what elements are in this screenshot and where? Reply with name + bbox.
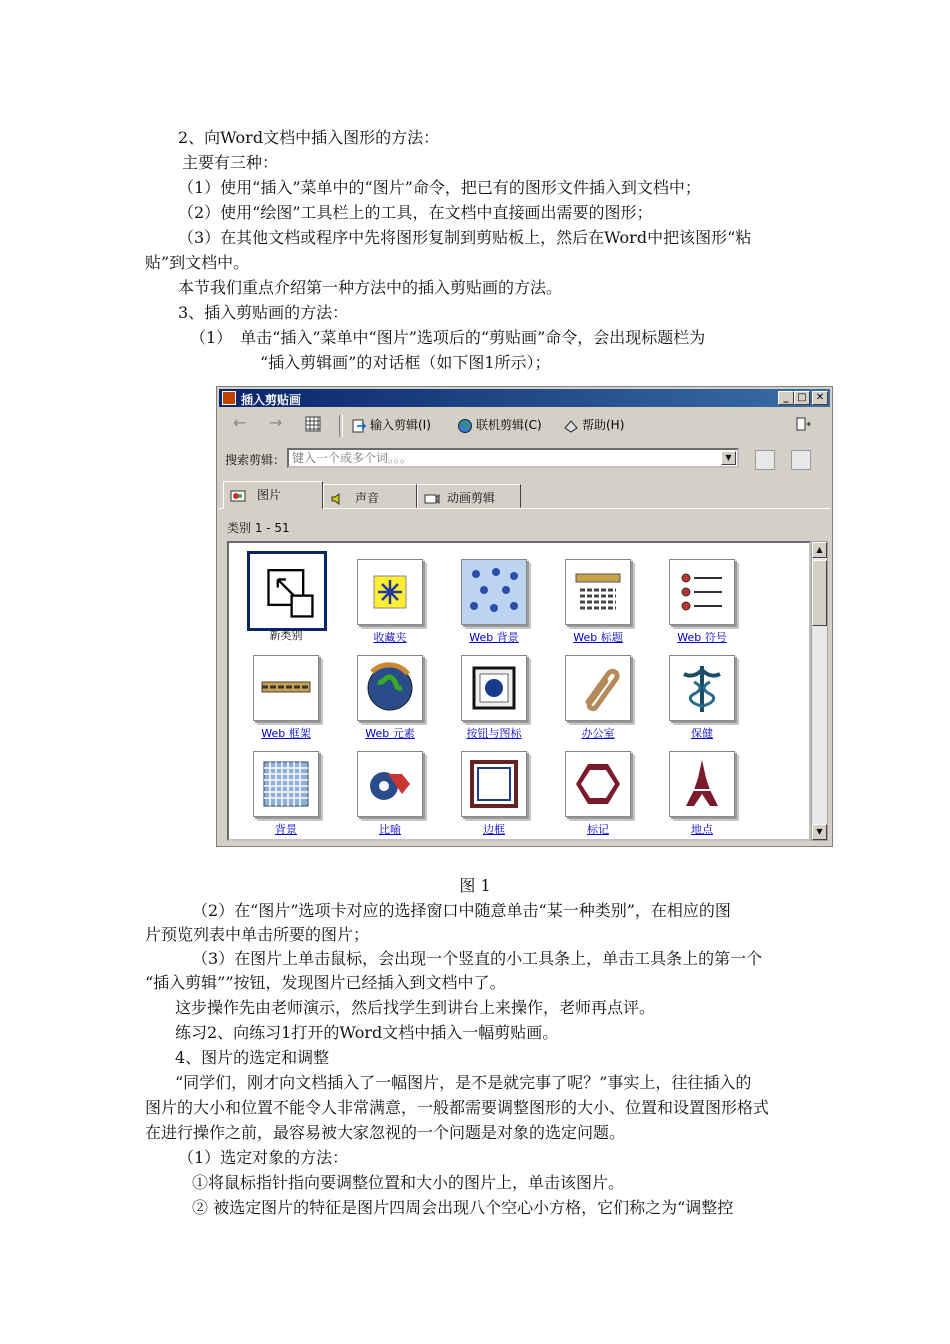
help-label: 帮助(H) [582,418,625,432]
paragraph: （1） 单击“插入”菜单中“图片”选项后的“剪贴画”命令，会出现标题栏为 [190,328,706,347]
caduceus-icon [669,655,735,721]
change-view-button[interactable] [795,416,814,432]
maximize-icon[interactable]: □ [794,391,810,405]
toolbar-separator [339,415,343,437]
clip-category[interactable] [243,551,333,643]
new-category-icon [247,551,327,631]
clip-label: 比喻 [379,823,401,836]
clip-category[interactable] [659,555,749,647]
globe-icon [457,418,473,434]
toolbar [219,411,830,439]
clip-label: Web 标题 [573,631,623,644]
film-icon [424,491,440,507]
web-bullets-icon [669,559,735,625]
scroll-down-icon[interactable]: ▼ [812,824,827,840]
dropdown-arrow-icon[interactable]: ▼ [721,451,736,465]
paragraph: 图片的大小和位置不能令人非常满意，一般都需要调整图形的大小、位置和设置图形格式 [145,1098,770,1117]
border-icon [461,751,527,817]
clip-label: 边框 [483,823,505,836]
clip-category[interactable] [451,747,541,839]
grid-view-icon [305,416,321,432]
paragraph: 这步操作先由老师演示，然后找学生到讲台上来操作，老师再点评。 [175,998,656,1017]
dialog-title: 插入剪贴画 [241,393,302,407]
clip-category[interactable] [347,555,437,647]
clip-label: 收藏夹 [373,631,407,644]
vertical-scrollbar[interactable] [811,541,828,841]
paragraph: 在进行操作之前，最容易被大家忽视的一个问题是对象的选定问题。 [145,1123,626,1142]
tab-sounds-label: 声音 [355,491,380,505]
clip-category[interactable] [555,747,645,839]
scroll-up-icon[interactable]: ▲ [812,542,827,558]
clip-category[interactable] [555,555,645,647]
clip-category[interactable] [451,651,541,743]
paragraph: （3）在其他文档或程序中先将图形复制到剪贴板上，然后在Word中把该图形“粘 [178,228,752,247]
import-icon [351,418,367,434]
search-label: 搜索剪辑： [225,453,286,467]
paragraph: 贴”到文档中。 [145,253,250,272]
metaphor-icon [357,751,423,817]
hexagon-sign-icon [565,751,631,817]
paragraph: 3、插入剪贴画的方法： [178,303,349,322]
clip-label: 新类别 [269,629,303,642]
paragraph: 主要有三种： [182,153,279,172]
import-clips-label: 输入剪辑(I) [370,418,431,432]
paragraph: ② 被选定图片的特征是图片四周会出现八个空心小方格，它们称之为“调整控 [192,1198,734,1217]
clip-category[interactable] [659,651,749,743]
paragraph: （2）在“图片”选项卡对应的选择窗口中随意单击“某一种类别”，在相应的图 [192,901,731,920]
search-box [287,448,739,468]
clip-category[interactable] [347,747,437,839]
paragraph: （3）在图片上单击鼠标，会出现一个竖直的小工具条上，单击工具条上的第一个 [192,949,763,968]
window-switch-icon [795,416,811,432]
clip-label: 背景 [275,823,297,836]
favorites-icon [357,559,423,625]
search-row [219,445,830,471]
clip-label: 地点 [691,823,713,836]
picture-icon [230,488,246,504]
search-input[interactable] [289,450,715,466]
web-element-icon [357,655,423,721]
paragraph: （1）选定对象的方法： [178,1148,349,1167]
paragraph: “插入剪辑画”的对话框（如下图1所示）； [260,353,551,372]
paragraph: 练习2、向练习1打开的Word文档中插入一幅剪贴画。 [175,1023,559,1042]
category-count: 类别 1 - 51 [227,521,290,535]
help-button[interactable] [563,416,624,434]
paragraph: ①将鼠标指针指向要调整位置和大小的图片上，单击该图片。 [192,1173,625,1192]
paragraph: 片预览列表中单击所要的图片； [145,925,370,944]
clip-label: 保健 [691,727,713,740]
help-icon [563,418,579,434]
minimize-icon[interactable]: _ [778,391,794,405]
scroll-thumb[interactable] [812,560,827,626]
close-icon[interactable]: ✕ [812,391,828,405]
web-banner-icon [565,559,631,625]
web-background-icon [461,559,527,625]
clip-category[interactable] [451,555,541,647]
pictures-pane [219,508,830,845]
paste-icon[interactable] [791,450,811,470]
clip-label: 按钮与图标 [466,727,522,740]
tab-sounds[interactable] [323,484,417,508]
clip-category[interactable] [659,747,749,839]
clip-category[interactable] [243,747,333,839]
paragraph: 本节我们重点介绍第一种方法中的插入剪贴画的方法。 [178,278,563,297]
tab-bar [219,481,830,509]
all-categories-button[interactable] [305,416,324,432]
paperclip-icon [565,655,631,721]
copy-icon[interactable] [755,450,775,470]
clip-label: 办公室 [581,727,615,740]
paragraph: “插入剪辑””按钮，发现图片已经插入到文档中了。 [145,973,506,992]
clip-category[interactable] [555,651,645,743]
paragraph: （1）使用“插入”菜单中的“图片”命令，把已有的图形文件插入到文档中； [178,178,701,197]
clip-label: Web 框架 [261,727,311,740]
tab-motion-clips[interactable] [417,484,521,508]
paragraph: “同学们，刚才向文档插入了一幅图片，是不是就完事了呢？”事实上，往往插入的 [175,1073,752,1092]
clip-category[interactable] [243,651,333,743]
tab-pictures-label: 图片 [257,488,282,502]
insert-clipart-dialog [216,386,833,847]
clip-category-grid [227,541,811,841]
background-grid-icon [253,751,319,817]
tab-pictures[interactable] [223,481,323,509]
clip-label: Web 元素 [365,727,415,740]
online-clips-label: 联机剪辑(C) [476,418,542,432]
web-frame-icon [253,655,319,721]
import-clips-button[interactable] [351,416,431,434]
eiffel-tower-icon [669,751,735,817]
clip-label: Web 背景 [469,631,519,644]
title-bar [219,389,830,407]
back-button[interactable]: ← [233,413,247,432]
paragraph: 4、图片的选定和调整 [175,1048,330,1067]
figure-caption: 图 1 [459,876,491,895]
paragraph: 2、向Word文档中插入图形的方法： [178,128,440,147]
tab-motion-clips-label: 动画剪辑 [447,491,496,505]
app-icon [222,391,236,405]
clip-label: Web 符号 [677,631,727,644]
speaker-icon [330,491,346,507]
button-icon [461,655,527,721]
online-clips-button[interactable] [457,416,542,434]
forward-button[interactable]: → [269,413,283,432]
clip-category[interactable] [347,651,437,743]
paragraph: （2）使用“绘图”工具栏上的工具，在文档中直接画出需要的图形； [178,203,653,222]
clip-label: 标记 [587,823,609,836]
